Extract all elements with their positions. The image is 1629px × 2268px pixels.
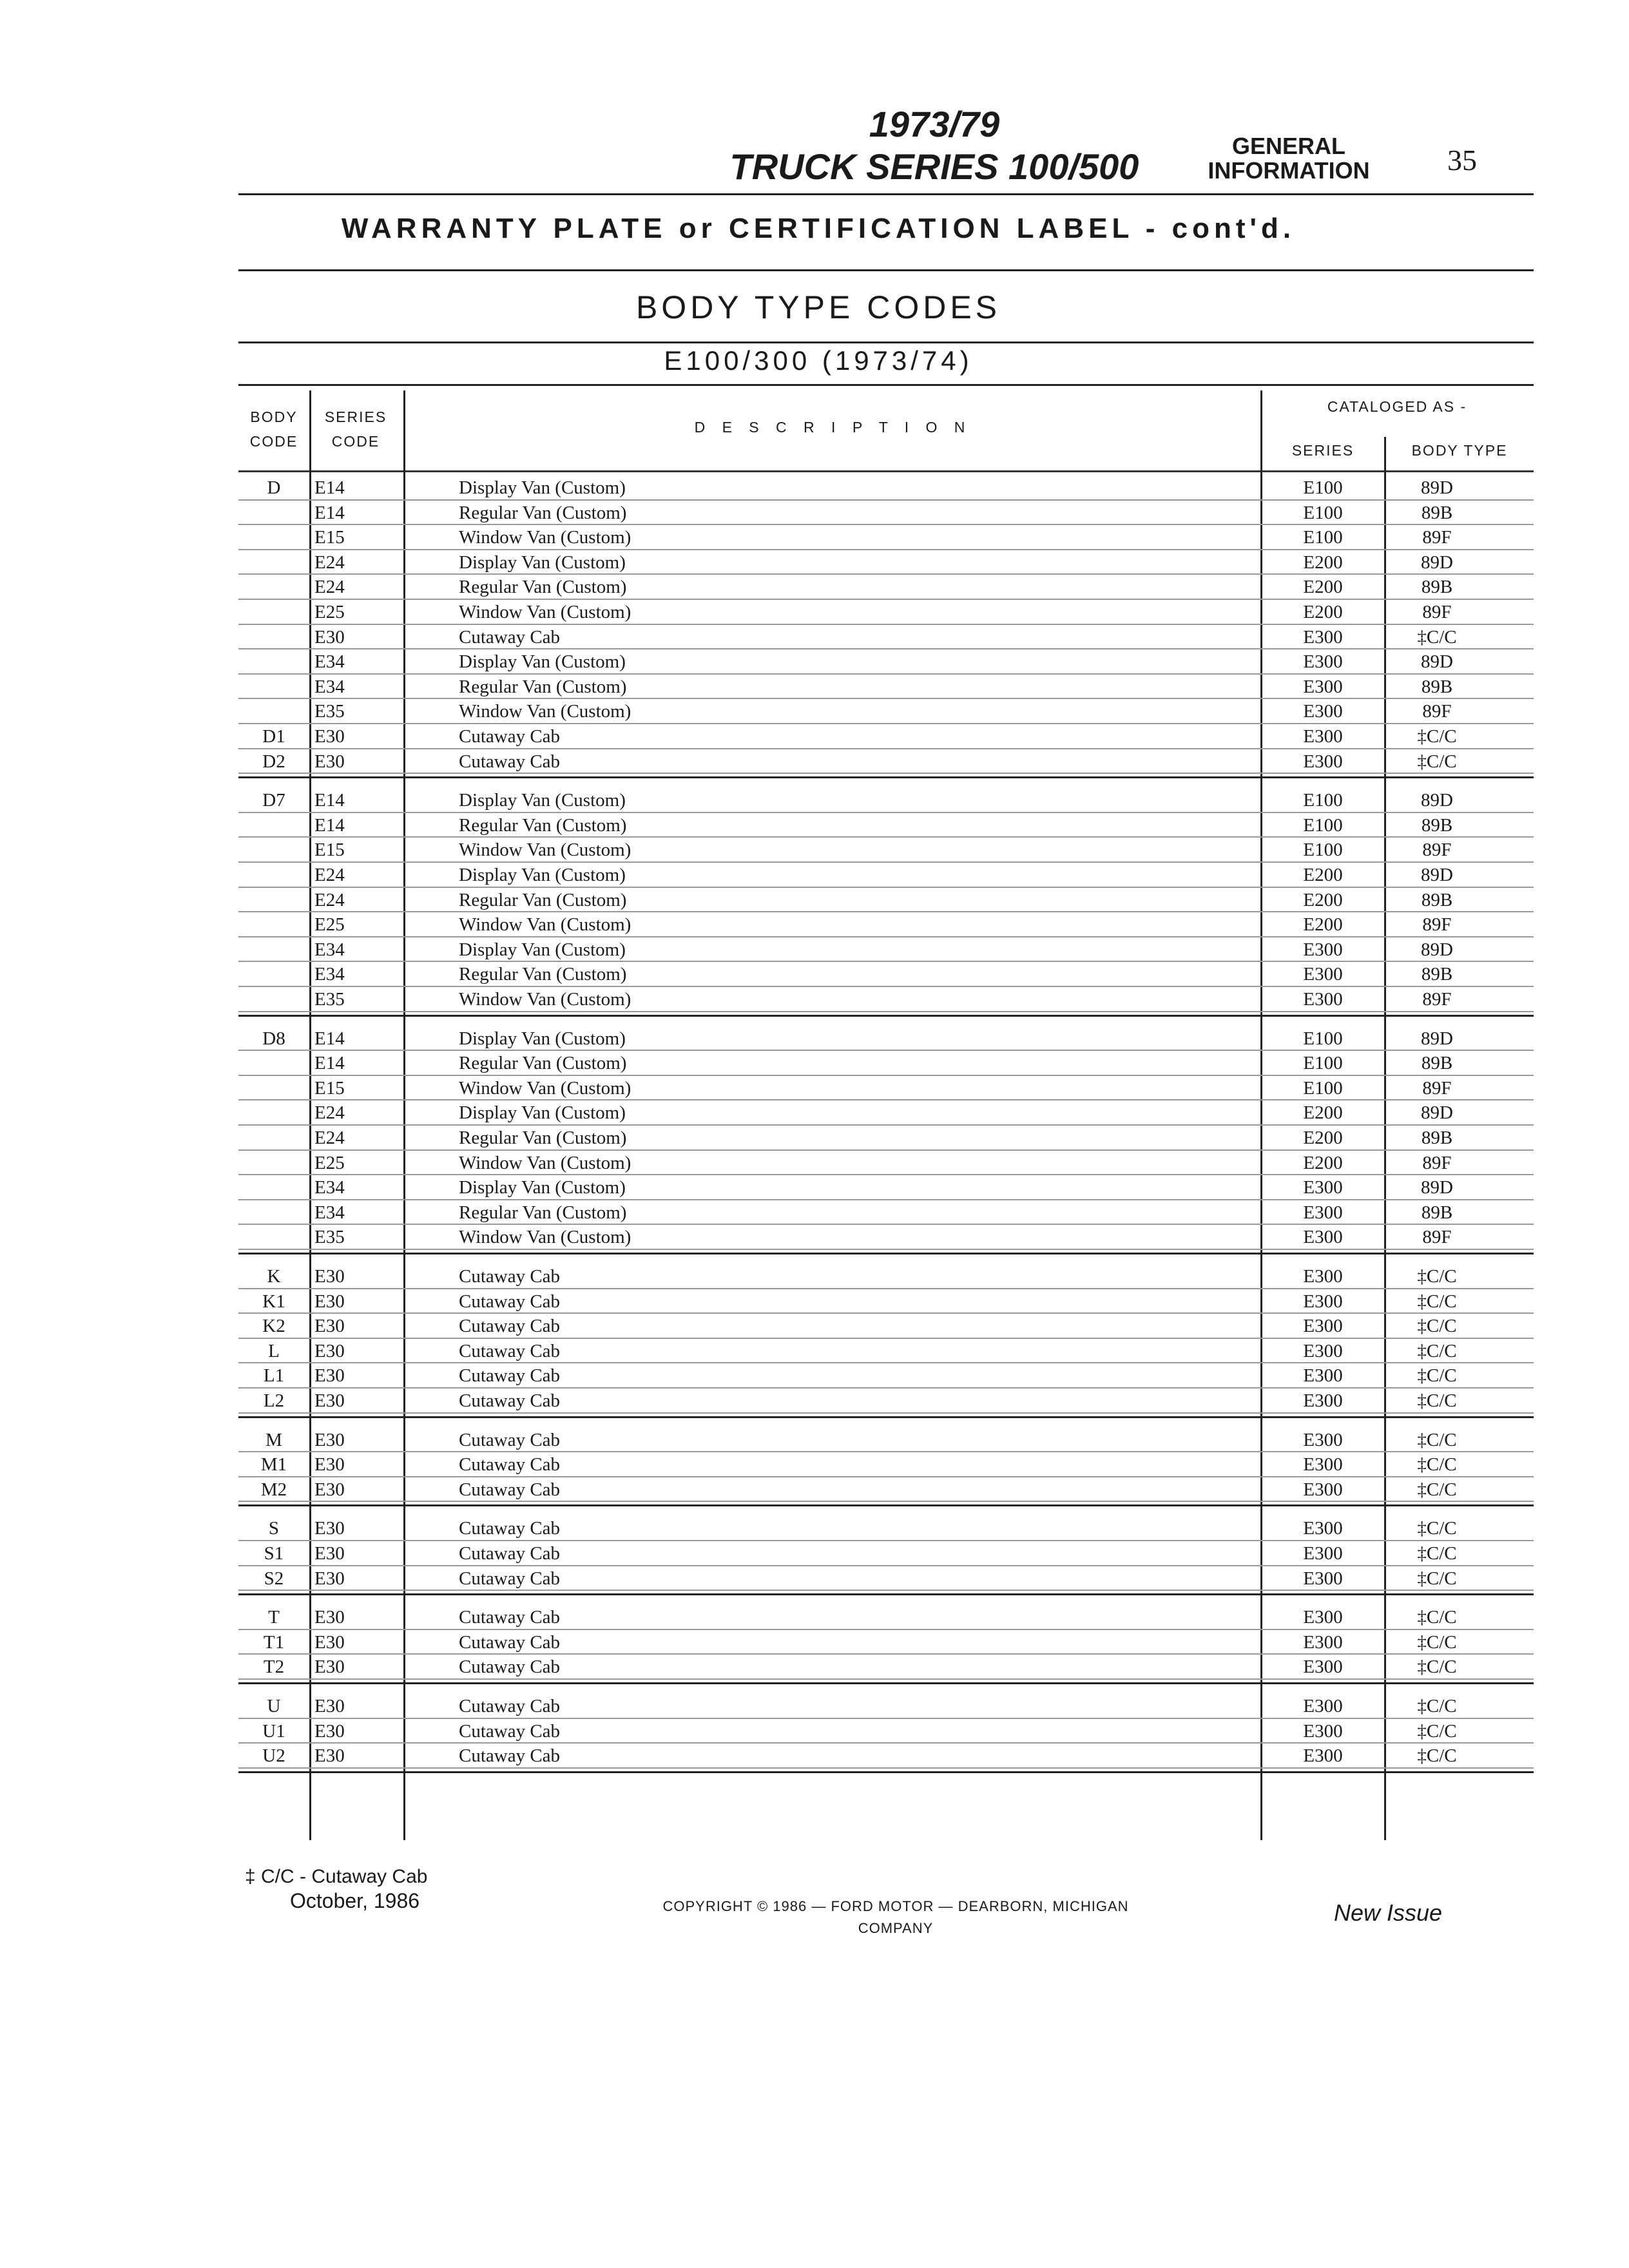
body-code-cell: L2 <box>263 1390 285 1411</box>
body-type-cell: ‡C/C <box>1417 1365 1457 1387</box>
description-cell: Regular Van (Custom) <box>459 1202 627 1223</box>
body-type-cell: ‡C/C <box>1417 1479 1457 1500</box>
description-cell: Window Van (Custom) <box>459 1152 631 1173</box>
series-code-cell: E34 <box>314 1202 345 1223</box>
series-code-cell: E30 <box>314 1657 345 1678</box>
description-cell: Regular Van (Custom) <box>459 676 627 697</box>
description-cell: Regular Van (Custom) <box>459 889 627 910</box>
table-bottom-rule <box>238 1771 1534 1773</box>
series-code-cell: E30 <box>314 1720 345 1742</box>
body-type-cell: 89F <box>1422 840 1452 861</box>
body-code-cell: D7 <box>262 790 285 811</box>
body-type-cell: ‡C/C <box>1417 1518 1457 1539</box>
series-code-cell: E24 <box>314 865 345 885</box>
cataloged-series-cell: E200 <box>1303 865 1343 885</box>
series-code-cell: E30 <box>314 1479 345 1500</box>
body-type-cell: ‡C/C <box>1417 1631 1457 1653</box>
body-type-cell: 89F <box>1422 701 1452 722</box>
body-code-cell: D2 <box>262 751 285 772</box>
series-code-cell: E30 <box>314 1429 345 1450</box>
body-code-cell: K1 <box>262 1291 285 1312</box>
cataloged-series-cell: E300 <box>1303 1316 1343 1337</box>
cataloged-series-cell: E300 <box>1303 676 1343 697</box>
warranty-heading: WARRANTY PLATE or CERTIFICATION LABEL - cont'd. <box>341 213 1296 244</box>
description-cell: Cutaway Cab <box>459 1365 561 1387</box>
body-type-cell: 89D <box>1421 651 1453 673</box>
description-cell: Cutaway Cab <box>459 1568 561 1589</box>
description-cell: Display Van (Custom) <box>459 1177 626 1198</box>
cataloged-series-cell: E300 <box>1303 1543 1343 1564</box>
series-code-cell: E14 <box>314 790 345 811</box>
body-type-cell: 89F <box>1422 914 1452 936</box>
footnote: ‡ C/C - Cutaway Cab <box>245 1866 428 1887</box>
cataloged-series-cell: E300 <box>1303 701 1343 722</box>
description-cell: Window Van (Custom) <box>459 701 631 722</box>
series-code-cell: E15 <box>314 1077 345 1099</box>
description-cell: Window Van (Custom) <box>459 989 631 1010</box>
cataloged-series-cell: E100 <box>1303 1028 1343 1049</box>
series-code-cell: E14 <box>314 1053 345 1074</box>
body-type-cell: 89D <box>1421 1102 1453 1124</box>
description-cell: Regular Van (Custom) <box>459 1128 627 1148</box>
cataloged-series-cell: E300 <box>1303 1429 1343 1450</box>
series-code-cell: E30 <box>314 1340 345 1361</box>
description-cell: Cutaway Cab <box>459 1518 561 1539</box>
description-cell: Window Van (Custom) <box>459 1227 631 1248</box>
cataloged-series-cell: E300 <box>1303 989 1343 1010</box>
series-code-cell: E14 <box>314 502 345 523</box>
cataloged-series-cell: E100 <box>1303 527 1343 548</box>
series-code-cell: E35 <box>314 989 345 1010</box>
description-cell: Cutaway Cab <box>459 726 561 747</box>
cataloged-series-cell: E300 <box>1303 1745 1343 1767</box>
cataloged-series-cell: E100 <box>1303 1053 1343 1074</box>
body-type-cell: 89F <box>1422 1077 1452 1099</box>
series-code-cell: E30 <box>314 1316 345 1337</box>
cataloged-series-cell: E300 <box>1303 1266 1343 1287</box>
series-code-cell: E30 <box>314 1745 345 1767</box>
header-rule <box>238 193 1534 195</box>
group-divider <box>238 1682 1534 1684</box>
cataloged-series-cell: E300 <box>1303 1390 1343 1411</box>
copyright-line1: COPYRIGHT © 1986 — FORD MOTOR — DEARBORN, MICHIGAN <box>662 1898 1129 1914</box>
body-code-cell: T2 <box>263 1657 285 1678</box>
series-code-cell: E14 <box>314 814 345 836</box>
row-rule <box>238 1249 1534 1250</box>
series-code-cell: E30 <box>314 1607 345 1628</box>
description-cell: Regular Van (Custom) <box>459 814 627 836</box>
cataloged-series-cell: E300 <box>1303 1340 1343 1361</box>
series-code-cell: E35 <box>314 701 345 722</box>
body-type-cell: 89D <box>1421 1028 1453 1049</box>
series-code-cell: E24 <box>314 889 345 910</box>
group-divider <box>238 1593 1534 1595</box>
description-cell: Window Van (Custom) <box>459 840 631 861</box>
series-code-cell: E30 <box>314 1454 345 1475</box>
body-code-cell: M1 <box>260 1454 287 1475</box>
body-type-cell: 89F <box>1422 527 1452 548</box>
cataloged-series-cell: E300 <box>1303 1720 1343 1742</box>
description-cell: Cutaway Cab <box>459 1745 561 1767</box>
series-code-cell: E30 <box>314 1291 345 1312</box>
group-divider <box>238 1504 1534 1506</box>
cataloged-series-cell: E300 <box>1303 1631 1343 1653</box>
description-cell: Cutaway Cab <box>459 1479 561 1500</box>
description-cell: Cutaway Cab <box>459 1316 561 1337</box>
cataloged-series-cell: E300 <box>1303 1291 1343 1312</box>
series-code-cell: E15 <box>314 527 345 548</box>
series-code-cell: E25 <box>314 914 345 936</box>
warranty-rule <box>238 269 1534 271</box>
description-cell: Cutaway Cab <box>459 1657 561 1678</box>
description-cell: Regular Van (Custom) <box>459 502 627 523</box>
body-code-cell: D1 <box>262 726 285 747</box>
title-rule <box>238 341 1534 343</box>
title-series: TRUCK SERIES 100/500 <box>729 146 1139 187</box>
col-series-line2: CODE <box>331 433 380 450</box>
body-type-cell: ‡C/C <box>1417 1316 1457 1337</box>
series-code-cell: E35 <box>314 1227 345 1248</box>
description-cell: Window Van (Custom) <box>459 602 631 622</box>
series-code-cell: E34 <box>314 964 345 985</box>
body-type-cell: ‡C/C <box>1417 1266 1457 1287</box>
group-divider <box>238 776 1534 778</box>
description-cell: Display Van (Custom) <box>459 552 626 573</box>
cataloged-series-cell: E200 <box>1303 914 1343 936</box>
body-type-cell: 89B <box>1421 1053 1453 1074</box>
body-type-cell: ‡C/C <box>1417 626 1457 648</box>
cataloged-series-cell: E200 <box>1303 1152 1343 1173</box>
series-code-cell: E30 <box>314 1518 345 1539</box>
col-body-line2: CODE <box>249 433 298 450</box>
body-type-cell: ‡C/C <box>1417 1720 1457 1742</box>
cataloged-series-cell: E200 <box>1303 889 1343 910</box>
header-bottom-rule <box>238 470 1534 472</box>
body-type-cell: ‡C/C <box>1417 1607 1457 1628</box>
description-cell: Cutaway Cab <box>459 1390 561 1411</box>
description-cell: Display Van (Custom) <box>459 1102 626 1124</box>
description-cell: Cutaway Cab <box>459 626 561 648</box>
group-divider <box>238 1253 1534 1254</box>
body-type-cell: 89F <box>1422 602 1452 622</box>
body-type-cell: ‡C/C <box>1417 1429 1457 1450</box>
description-cell: Cutaway Cab <box>459 1696 561 1716</box>
series-code-cell: E30 <box>314 1365 345 1387</box>
cataloged-series-cell: E200 <box>1303 1128 1343 1148</box>
cataloged-series-cell: E300 <box>1303 1454 1343 1475</box>
description-cell: Cutaway Cab <box>459 1291 561 1312</box>
body-code-cell: D <box>267 477 281 498</box>
description-cell: Display Van (Custom) <box>459 1028 626 1049</box>
body-code-cell: M <box>265 1429 282 1450</box>
description-cell: Display Van (Custom) <box>459 477 626 498</box>
cataloged-series-cell: E300 <box>1303 1607 1343 1628</box>
cataloged-series-cell: E300 <box>1303 1657 1343 1678</box>
description-cell: Window Van (Custom) <box>459 1077 631 1099</box>
col-header-cat-series: SERIES <box>1291 442 1354 459</box>
body-type-cell: 89B <box>1421 964 1453 985</box>
body-code-cell: K2 <box>262 1316 285 1337</box>
series-code-cell: E30 <box>314 1390 345 1411</box>
series-code-cell: E34 <box>314 1177 345 1198</box>
section-line2: INFORMATION <box>1208 157 1370 184</box>
cataloged-series-cell: E300 <box>1303 1177 1343 1198</box>
description-cell: Regular Van (Custom) <box>459 577 627 598</box>
body-type-cell: 89D <box>1421 552 1453 573</box>
description-cell: Display Van (Custom) <box>459 939 626 960</box>
body-code-cell: U1 <box>262 1720 285 1742</box>
body-code-cell: T <box>268 1607 280 1628</box>
description-cell: Cutaway Cab <box>459 1429 561 1450</box>
cataloged-series-cell: E300 <box>1303 1518 1343 1539</box>
body-type-cell: 89B <box>1421 502 1453 523</box>
cataloged-series-cell: E300 <box>1303 1227 1343 1248</box>
description-cell: Display Van (Custom) <box>459 790 626 811</box>
body-code-cell: M2 <box>260 1479 287 1500</box>
body-type-cell: 89B <box>1421 1202 1453 1223</box>
col-header-series-code <box>311 405 401 454</box>
body-code-cell: K <box>267 1266 281 1287</box>
col-header-description: D E S C R I P T I O N <box>694 419 972 436</box>
cataloged-series-cell: E300 <box>1303 1568 1343 1589</box>
row-rule <box>238 1501 1534 1502</box>
body-code-cell: D8 <box>262 1028 285 1049</box>
col-series-line1: SERIES <box>324 408 387 425</box>
cataloged-series-cell: E200 <box>1303 577 1343 598</box>
body-type-cell: 89B <box>1421 577 1453 598</box>
body-type-cell: ‡C/C <box>1417 1745 1457 1767</box>
description-cell: Cutaway Cab <box>459 1631 561 1653</box>
col-body-line1: BODY <box>250 408 298 425</box>
body-type-cell: 89D <box>1421 939 1453 960</box>
body-type-cell: ‡C/C <box>1417 1454 1457 1475</box>
cataloged-series-cell: E100 <box>1303 1077 1343 1099</box>
page-number: 35 <box>1447 144 1477 177</box>
description-cell: Cutaway Cab <box>459 751 561 772</box>
body-type-cell: 89B <box>1421 814 1453 836</box>
body-type-cell: ‡C/C <box>1417 1696 1457 1716</box>
body-type-cell: ‡C/C <box>1417 1291 1457 1312</box>
title-years: 1973/79 <box>869 104 1000 144</box>
table-title: BODY TYPE CODES <box>635 289 1001 325</box>
section-name <box>1186 134 1392 183</box>
body-type-cell: 89F <box>1422 989 1452 1010</box>
cataloged-series-cell: E200 <box>1303 1102 1343 1124</box>
body-type-cell: 89D <box>1421 477 1453 498</box>
series-code-cell: E30 <box>314 1696 345 1716</box>
body-type-cell: 89F <box>1422 1152 1452 1173</box>
body-type-cell: 89D <box>1421 790 1453 811</box>
cataloged-series-cell: E200 <box>1303 602 1343 622</box>
cataloged-series-cell: E300 <box>1303 751 1343 772</box>
body-type-cell: 89B <box>1421 676 1453 697</box>
document-title <box>644 103 1224 188</box>
body-code-cell: S <box>268 1518 280 1539</box>
cataloged-series-cell: E200 <box>1303 552 1343 573</box>
series-code-cell: E34 <box>314 939 345 960</box>
series-code-cell: E15 <box>314 840 345 861</box>
body-code-cell: U2 <box>262 1745 285 1767</box>
description-cell: Window Van (Custom) <box>459 914 631 936</box>
series-code-cell: E30 <box>314 1568 345 1589</box>
body-code-cell: L <box>268 1340 280 1361</box>
cataloged-series-cell: E100 <box>1303 502 1343 523</box>
body-type-cell: ‡C/C <box>1417 1390 1457 1411</box>
col-header-cataloged-as: CATALOGED AS - <box>1327 398 1467 415</box>
series-code-cell: E25 <box>314 1152 345 1173</box>
series-code-cell: E30 <box>314 626 345 648</box>
body-type-cell: 89B <box>1421 889 1453 910</box>
cataloged-series-cell: E300 <box>1303 626 1343 648</box>
cataloged-series-cell: E300 <box>1303 964 1343 985</box>
cataloged-series-cell: E300 <box>1303 726 1343 747</box>
body-code-cell: T1 <box>263 1631 285 1653</box>
description-cell: Cutaway Cab <box>459 1266 561 1287</box>
cataloged-series-cell: E100 <box>1303 840 1343 861</box>
series-code-cell: E24 <box>314 552 345 573</box>
description-cell: Regular Van (Custom) <box>459 964 627 985</box>
body-type-cell: ‡C/C <box>1417 751 1457 772</box>
description-cell: Cutaway Cab <box>459 1607 561 1628</box>
table-subtitle: E100/300 (1973/74) <box>664 345 973 376</box>
section-line1: GENERAL <box>1231 133 1345 159</box>
series-code-cell: E34 <box>314 651 345 673</box>
body-type-cell: ‡C/C <box>1417 1543 1457 1564</box>
cataloged-series-cell: E100 <box>1303 814 1343 836</box>
row-rule <box>238 1011 1534 1012</box>
row-rule <box>238 1767 1534 1769</box>
description-cell: Cutaway Cab <box>459 1454 561 1475</box>
cataloged-series-cell: E300 <box>1303 1479 1343 1500</box>
body-type-cell: 89F <box>1422 1227 1452 1248</box>
description-cell: Display Van (Custom) <box>459 865 626 885</box>
body-type-cell: ‡C/C <box>1417 1340 1457 1361</box>
row-rule <box>238 1412 1534 1414</box>
cataloged-series-cell: E300 <box>1303 939 1343 960</box>
description-cell: Regular Van (Custom) <box>459 1053 627 1074</box>
series-code-cell: E34 <box>314 676 345 697</box>
body-type-cell: ‡C/C <box>1417 1568 1457 1589</box>
series-code-cell: E30 <box>314 1266 345 1287</box>
cataloged-series-cell: E300 <box>1303 1202 1343 1223</box>
cataloged-series-cell: E100 <box>1303 477 1343 498</box>
subtitle-rule <box>238 384 1534 386</box>
description-cell: Cutaway Cab <box>459 1720 561 1742</box>
cataloged-series-cell: E300 <box>1303 1365 1343 1387</box>
series-code-cell: E14 <box>314 477 345 498</box>
row-rule <box>238 1590 1534 1591</box>
series-code-cell: E14 <box>314 1028 345 1049</box>
cataloged-series-cell: E300 <box>1303 1696 1343 1716</box>
body-type-cell: 89B <box>1421 1128 1453 1148</box>
body-type-cell: 89D <box>1421 1177 1453 1198</box>
footer-copyright <box>580 1896 1211 1939</box>
series-code-cell: E24 <box>314 1102 345 1124</box>
group-divider <box>238 1416 1534 1418</box>
series-code-cell: E24 <box>314 1128 345 1148</box>
series-code-cell: E30 <box>314 1631 345 1653</box>
copyright-line2: COMPANY <box>858 1920 934 1936</box>
body-code-cell: L1 <box>263 1365 285 1387</box>
body-type-cell: ‡C/C <box>1417 726 1457 747</box>
body-code-cell: S2 <box>264 1568 284 1589</box>
description-cell: Window Van (Custom) <box>459 527 631 548</box>
col-header-cat-body-type: BODY TYPE <box>1411 442 1508 459</box>
body-type-cell: 89D <box>1421 865 1453 885</box>
series-code-cell: E30 <box>314 751 345 772</box>
col-header-body-code <box>238 405 309 454</box>
series-code-cell: E30 <box>314 1543 345 1564</box>
footer-issue: New Issue <box>1334 1899 1443 1926</box>
row-rule <box>238 773 1534 774</box>
cataloged-series-cell: E300 <box>1303 651 1343 673</box>
group-divider <box>238 1015 1534 1017</box>
footer-date: October, 1986 <box>290 1889 420 1912</box>
series-code-cell: E24 <box>314 577 345 598</box>
body-code-cell: S1 <box>264 1543 284 1564</box>
series-code-cell: E25 <box>314 602 345 622</box>
description-cell: Display Van (Custom) <box>459 651 626 673</box>
description-cell: Cutaway Cab <box>459 1543 561 1564</box>
description-cell: Cutaway Cab <box>459 1340 561 1361</box>
series-code-cell: E30 <box>314 726 345 747</box>
cataloged-series-cell: E100 <box>1303 790 1343 811</box>
body-code-cell: U <box>267 1696 281 1716</box>
body-type-cell: ‡C/C <box>1417 1657 1457 1678</box>
row-rule <box>238 1678 1534 1680</box>
